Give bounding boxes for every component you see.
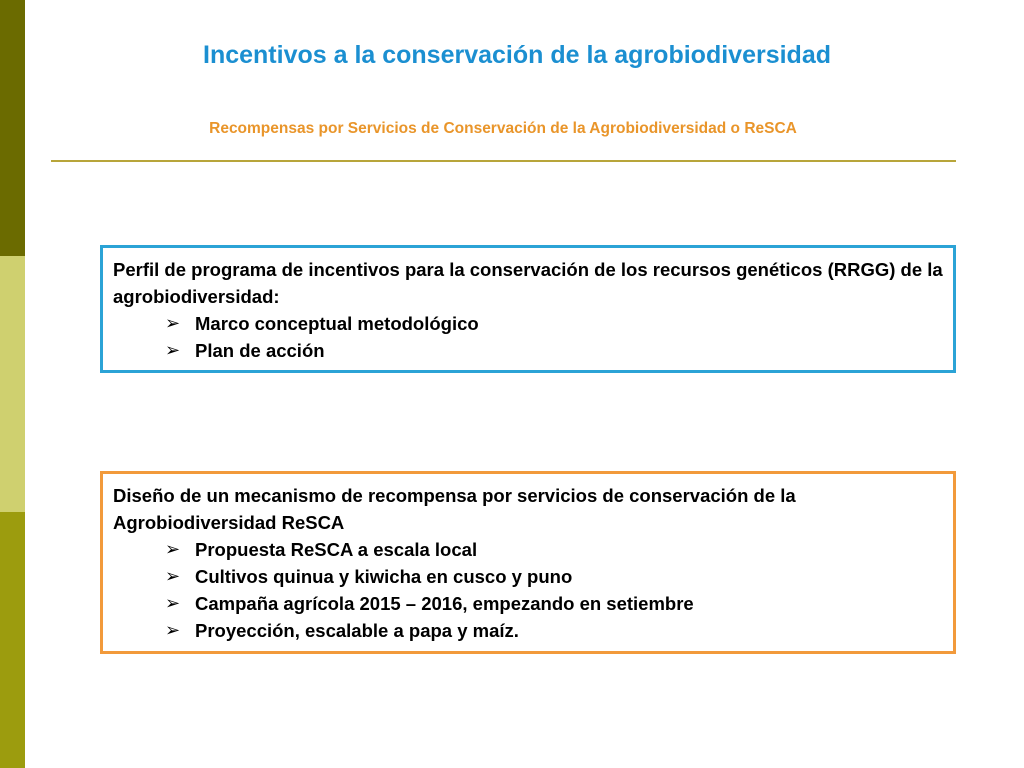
list-item-label: Proyección, escalable a papa y maíz. xyxy=(195,620,519,641)
slide-title: Incentivos a la conservación de la agrobiodiversidad xyxy=(203,41,831,69)
mechanism-design-box xyxy=(100,471,956,654)
program-profile-box xyxy=(100,245,956,373)
arrow-bullet-icon: ➢ xyxy=(165,566,181,586)
list-item-label: Campaña agrícola 2015 – 2016, empezando en setiembre xyxy=(195,593,694,614)
left-strip-olive xyxy=(0,512,25,768)
list-item-label: Propuesta ReSCA a escala local xyxy=(195,539,478,560)
list-item xyxy=(165,536,943,563)
list-item xyxy=(165,337,943,364)
arrow-bullet-icon: ➢ xyxy=(165,593,181,613)
list-item xyxy=(165,310,943,337)
list-item-label: Marco conceptual metodológico xyxy=(195,313,479,334)
program-profile-list xyxy=(113,310,943,364)
left-strip-light xyxy=(0,256,25,512)
mechanism-design-list xyxy=(113,536,943,644)
arrow-bullet-icon: ➢ xyxy=(165,539,181,559)
list-item xyxy=(165,590,943,617)
header-divider xyxy=(51,160,956,162)
mechanism-design-heading: Diseño de un mecanismo de recompensa por servicios de conservación de la Agrobiodiversidad ReSCA xyxy=(113,485,796,533)
program-profile-heading: Perfil de programa de incentivos para la conservación de los recursos genéticos (RRGG) de la agrobiodiversidad: xyxy=(113,259,943,307)
arrow-bullet-icon: ➢ xyxy=(165,620,181,640)
list-item-label: Plan de acción xyxy=(195,340,325,361)
arrow-bullet-icon: ➢ xyxy=(165,313,181,333)
arrow-bullet-icon: ➢ xyxy=(165,340,181,360)
slide-subtitle: Recompensas por Servicios de Conservación de la Agrobiodiversidad o ReSCA xyxy=(209,120,797,137)
list-item-label: Cultivos quinua y kiwicha en cusco y puno xyxy=(195,566,573,587)
list-item xyxy=(165,563,943,590)
list-item xyxy=(165,617,943,644)
